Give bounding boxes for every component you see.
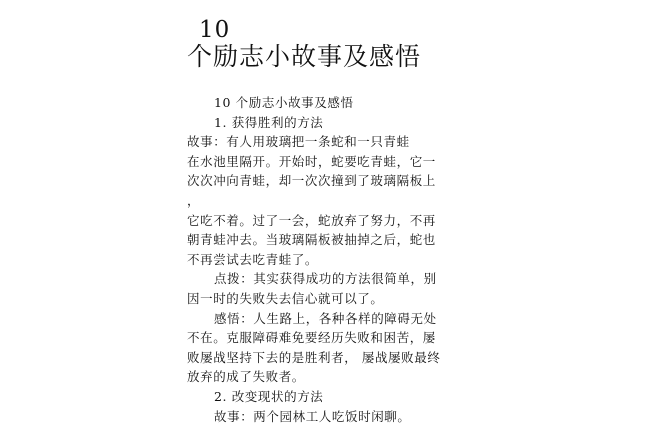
story-1-line-2: 在水池里隔开。开始时，蛇要吃青蛙，它一 xyxy=(187,153,436,169)
story-1-line-7: 不再尝试去吃青蛙了。 xyxy=(187,251,319,267)
section-heading-1: 1. 获得胜利的方法 xyxy=(214,114,324,130)
body-text xyxy=(187,93,455,426)
insight-1-line-4: 放弃的成了失败者。 xyxy=(187,369,305,385)
tip-1-line-1: 点拨：其实获得成功的方法很简单，别 xyxy=(214,271,437,287)
insight-1-line-1: 感悟：人生路上，各种各样的障碍无处 xyxy=(214,310,437,326)
story-1-line-5: 它吃不着。过了一会，蛇放弃了努力，不再 xyxy=(187,212,436,228)
tip-1-line-2: 因一时的失败失去信心就可以了。 xyxy=(187,290,384,306)
story-2-line-1: 故事：两个园林工人吃饭时闲聊。 xyxy=(214,408,411,424)
section-heading-2: 2. 改变现状的方法 xyxy=(214,388,324,404)
story-1-line-6: 朝青蛙冲去。当玻璃隔板被抽掉之后，蛇也 xyxy=(187,232,436,248)
heading-number: 10 xyxy=(199,17,231,43)
story-1-line-3: 次次冲向青蛙，却一次次撞到了玻璃隔板上 xyxy=(187,173,436,189)
insight-1-line-2: 不在。克服障碍难免要经历失败和困苦，屡 xyxy=(187,330,436,346)
subtitle-line: 10 个励志小故事及感悟 xyxy=(214,95,354,110)
insight-1-line-3: 败屡战坚持下去的是胜利者， 屡战屡败最终 xyxy=(187,349,441,365)
heading-title: 个励志小故事及感悟 xyxy=(187,42,422,71)
story-1-line-1: 故事：有人用玻璃把一条蛇和一只青蛙 xyxy=(187,134,410,150)
story-1-line-4: ， xyxy=(187,192,201,208)
